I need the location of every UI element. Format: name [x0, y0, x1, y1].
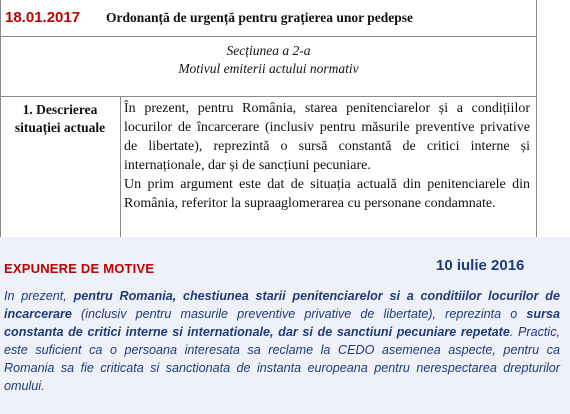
- row-label-line: 1. Descrierea: [22, 102, 98, 117]
- section-header: [1, 42, 536, 78]
- paragraph: Un prim argument este dat de situația actuală din penitenciarele din România, referitor la supraaglomerarea cu personane condamnate.: [124, 177, 530, 211]
- section-subheading: Motivul emiterii actului normativ: [178, 61, 359, 76]
- body-emphasis: pentru Romania, chestiunea starii penitenciarelor si a conditiilor locurilor de incarcerare: [4, 289, 560, 321]
- expunere-panel: [0, 237, 570, 414]
- body-text: . Practic, este suficient ca o persoana interesata sa reclame la CEDO asemenea aspecte, pentru ca Romania sa fie criticata si sanctionata de instanta europeana pentru nerespectarea drepturilor omului.: [4, 325, 560, 393]
- body-emphasis: sursa constanta de critici interne si internationale, dar si de sanctiuni pecuniare repetate: [4, 307, 560, 339]
- expunere-body: [4, 287, 560, 395]
- body-text: (inclusiv pentru masurile preventive privative de libertate), reprezinta o: [71, 307, 527, 321]
- expunere-title: EXPUNERE DE MOTIVE: [4, 261, 155, 276]
- expunere-date: 10 iulie 2016: [436, 257, 525, 274]
- paragraph: În prezent, pentru România, starea penitenciarelor și a condițiilor locurilor de încarcerare (inclusiv pentru măsurile preventive privative de libertate), reprezintă o sursă constantă de critici interne și internaționale, dar și de sancțiuni pecuniare.: [124, 101, 530, 173]
- column-divider: [120, 96, 121, 237]
- body-text: In prezent,: [4, 289, 74, 303]
- table-divider: [0, 36, 537, 37]
- row-label-line: situației actuale: [14, 120, 106, 135]
- row-label: [6, 101, 114, 137]
- ordonanta-date: 18.01.2017: [5, 9, 81, 26]
- row-content: [124, 99, 530, 213]
- section-heading: Secțiunea a 2-a: [226, 43, 311, 58]
- table-divider: [0, 96, 537, 97]
- ordonanta-title: Ordonanță de urgență pentru grațierea unor pedepse: [106, 10, 413, 25]
